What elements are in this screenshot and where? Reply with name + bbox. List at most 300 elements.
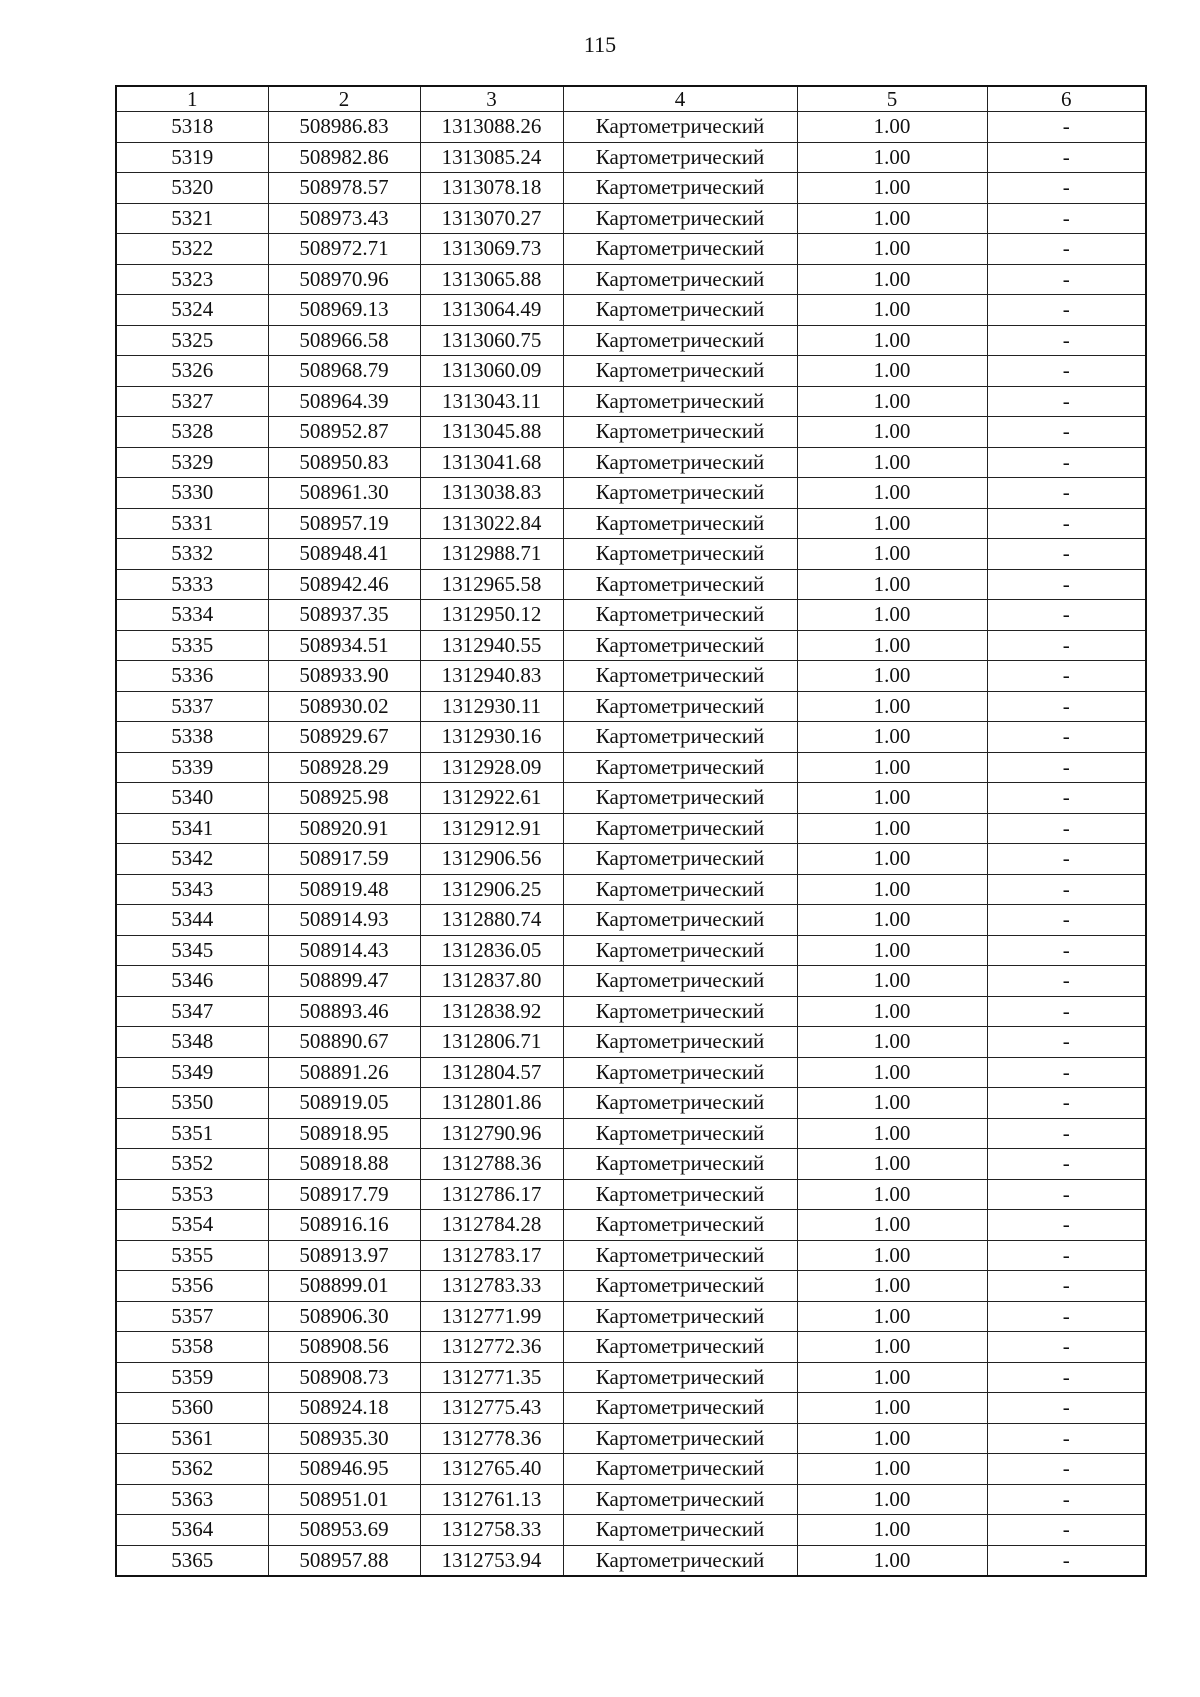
note-cell: - (987, 1545, 1146, 1576)
x-coordinate-cell: 508937.35 (268, 600, 420, 631)
point-number-cell: 5332 (116, 539, 268, 570)
point-number-cell: 5324 (116, 295, 268, 326)
y-coordinate-cell: 1312783.33 (420, 1271, 563, 1302)
accuracy-cell: 1.00 (797, 661, 987, 692)
accuracy-cell: 1.00 (797, 1301, 987, 1332)
accuracy-cell: 1.00 (797, 508, 987, 539)
accuracy-cell: 1.00 (797, 295, 987, 326)
column-header: 5 (797, 86, 987, 112)
method-cell: Картометрический (563, 1118, 797, 1149)
y-coordinate-cell: 1313065.88 (420, 264, 563, 295)
method-cell: Картометрический (563, 1545, 797, 1576)
point-number-cell: 5319 (116, 142, 268, 173)
x-coordinate-cell: 508890.67 (268, 1027, 420, 1058)
x-coordinate-cell: 508973.43 (268, 203, 420, 234)
x-coordinate-cell: 508916.16 (268, 1210, 420, 1241)
table-row (116, 325, 1146, 356)
note-cell: - (987, 935, 1146, 966)
y-coordinate-cell: 1313088.26 (420, 112, 563, 143)
table-row (116, 1210, 1146, 1241)
accuracy-cell: 1.00 (797, 264, 987, 295)
point-number-cell: 5356 (116, 1271, 268, 1302)
x-coordinate-cell: 508908.73 (268, 1362, 420, 1393)
note-cell: - (987, 142, 1146, 173)
x-coordinate-cell: 508982.86 (268, 142, 420, 173)
point-number-cell: 5330 (116, 478, 268, 509)
note-cell: - (987, 264, 1146, 295)
y-coordinate-cell: 1312880.74 (420, 905, 563, 936)
method-cell: Картометрический (563, 1027, 797, 1058)
x-coordinate-cell: 508899.01 (268, 1271, 420, 1302)
table-row (116, 691, 1146, 722)
note-cell: - (987, 722, 1146, 753)
table-row (116, 722, 1146, 753)
x-coordinate-cell: 508917.79 (268, 1179, 420, 1210)
point-number-cell: 5344 (116, 905, 268, 936)
table-row (116, 203, 1146, 234)
note-cell: - (987, 996, 1146, 1027)
note-cell: - (987, 478, 1146, 509)
point-number-cell: 5364 (116, 1515, 268, 1546)
method-cell: Картометрический (563, 1332, 797, 1363)
table-row (116, 600, 1146, 631)
accuracy-cell: 1.00 (797, 1454, 987, 1485)
method-cell: Картометрический (563, 691, 797, 722)
accuracy-cell: 1.00 (797, 1332, 987, 1363)
y-coordinate-cell: 1312753.94 (420, 1545, 563, 1576)
table-row (116, 1515, 1146, 1546)
table-row (116, 996, 1146, 1027)
column-header: 3 (420, 86, 563, 112)
note-cell: - (987, 1301, 1146, 1332)
accuracy-cell: 1.00 (797, 1515, 987, 1546)
x-coordinate-cell: 508925.98 (268, 783, 420, 814)
accuracy-cell: 1.00 (797, 844, 987, 875)
note-cell: - (987, 905, 1146, 936)
method-cell: Картометрический (563, 356, 797, 387)
table-row (116, 661, 1146, 692)
table-row (116, 1393, 1146, 1424)
note-cell: - (987, 356, 1146, 387)
y-coordinate-cell: 1312940.83 (420, 661, 563, 692)
note-cell: - (987, 966, 1146, 997)
table-row (116, 112, 1146, 143)
accuracy-cell: 1.00 (797, 1210, 987, 1241)
table-row (116, 1362, 1146, 1393)
table-row (116, 478, 1146, 509)
method-cell: Картометрический (563, 264, 797, 295)
note-cell: - (987, 783, 1146, 814)
method-cell: Картометрический (563, 1240, 797, 1271)
note-cell: - (987, 1362, 1146, 1393)
note-cell: - (987, 813, 1146, 844)
x-coordinate-cell: 508908.56 (268, 1332, 420, 1363)
x-coordinate-cell: 508969.13 (268, 295, 420, 326)
y-coordinate-cell: 1312940.55 (420, 630, 563, 661)
y-coordinate-cell: 1313041.68 (420, 447, 563, 478)
point-number-cell: 5357 (116, 1301, 268, 1332)
coordinates-table-container (115, 85, 1145, 1577)
table-row (116, 844, 1146, 875)
accuracy-cell: 1.00 (797, 203, 987, 234)
y-coordinate-cell: 1312988.71 (420, 539, 563, 570)
accuracy-cell: 1.00 (797, 600, 987, 631)
point-number-cell: 5326 (116, 356, 268, 387)
x-coordinate-cell: 508957.19 (268, 508, 420, 539)
method-cell: Картометрический (563, 722, 797, 753)
point-number-cell: 5363 (116, 1484, 268, 1515)
point-number-cell: 5339 (116, 752, 268, 783)
note-cell: - (987, 1393, 1146, 1424)
accuracy-cell: 1.00 (797, 417, 987, 448)
note-cell: - (987, 234, 1146, 265)
point-number-cell: 5346 (116, 966, 268, 997)
column-header: 4 (563, 86, 797, 112)
accuracy-cell: 1.00 (797, 1057, 987, 1088)
accuracy-cell: 1.00 (797, 935, 987, 966)
x-coordinate-cell: 508934.51 (268, 630, 420, 661)
accuracy-cell: 1.00 (797, 783, 987, 814)
x-coordinate-cell: 508899.47 (268, 966, 420, 997)
accuracy-cell: 1.00 (797, 478, 987, 509)
accuracy-cell: 1.00 (797, 1271, 987, 1302)
point-number-cell: 5349 (116, 1057, 268, 1088)
accuracy-cell: 1.00 (797, 569, 987, 600)
point-number-cell: 5340 (116, 783, 268, 814)
column-header: 1 (116, 86, 268, 112)
method-cell: Картометрический (563, 1088, 797, 1119)
point-number-cell: 5335 (116, 630, 268, 661)
accuracy-cell: 1.00 (797, 996, 987, 1027)
x-coordinate-cell: 508930.02 (268, 691, 420, 722)
y-coordinate-cell: 1312906.25 (420, 874, 563, 905)
y-coordinate-cell: 1313085.24 (420, 142, 563, 173)
note-cell: - (987, 1118, 1146, 1149)
table-row (116, 1545, 1146, 1576)
method-cell: Картометрический (563, 874, 797, 905)
accuracy-cell: 1.00 (797, 752, 987, 783)
accuracy-cell: 1.00 (797, 447, 987, 478)
method-cell: Картометрический (563, 417, 797, 448)
point-number-cell: 5347 (116, 996, 268, 1027)
x-coordinate-cell: 508918.88 (268, 1149, 420, 1180)
coordinates-table (115, 85, 1147, 1577)
table-row (116, 356, 1146, 387)
accuracy-cell: 1.00 (797, 1423, 987, 1454)
table-row (116, 783, 1146, 814)
point-number-cell: 5342 (116, 844, 268, 875)
note-cell: - (987, 173, 1146, 204)
table-row (116, 1057, 1146, 1088)
note-cell: - (987, 1515, 1146, 1546)
point-number-cell: 5350 (116, 1088, 268, 1119)
x-coordinate-cell: 508957.88 (268, 1545, 420, 1576)
y-coordinate-cell: 1312778.36 (420, 1423, 563, 1454)
point-number-cell: 5328 (116, 417, 268, 448)
method-cell: Картометрический (563, 234, 797, 265)
point-number-cell: 5361 (116, 1423, 268, 1454)
y-coordinate-cell: 1312950.12 (420, 600, 563, 631)
y-coordinate-cell: 1313060.09 (420, 356, 563, 387)
point-number-cell: 5362 (116, 1454, 268, 1485)
table-row (116, 417, 1146, 448)
table-header-row (116, 86, 1146, 112)
point-number-cell: 5318 (116, 112, 268, 143)
table-row (116, 142, 1146, 173)
note-cell: - (987, 1240, 1146, 1271)
y-coordinate-cell: 1312788.36 (420, 1149, 563, 1180)
point-number-cell: 5351 (116, 1118, 268, 1149)
y-coordinate-cell: 1313070.27 (420, 203, 563, 234)
accuracy-cell: 1.00 (797, 1240, 987, 1271)
x-coordinate-cell: 508919.48 (268, 874, 420, 905)
method-cell: Картометрический (563, 966, 797, 997)
method-cell: Картометрический (563, 844, 797, 875)
method-cell: Картометрический (563, 1454, 797, 1485)
x-coordinate-cell: 508966.58 (268, 325, 420, 356)
y-coordinate-cell: 1312765.40 (420, 1454, 563, 1485)
note-cell: - (987, 325, 1146, 356)
y-coordinate-cell: 1312771.99 (420, 1301, 563, 1332)
x-coordinate-cell: 508948.41 (268, 539, 420, 570)
accuracy-cell: 1.00 (797, 539, 987, 570)
page-number: 115 (583, 32, 617, 57)
table-row (116, 1118, 1146, 1149)
note-cell: - (987, 1149, 1146, 1180)
note-cell: - (987, 1454, 1146, 1485)
method-cell: Картометрический (563, 600, 797, 631)
note-cell: - (987, 600, 1146, 631)
point-number-cell: 5331 (116, 508, 268, 539)
method-cell: Картометрический (563, 1271, 797, 1302)
method-cell: Картометрический (563, 1301, 797, 1332)
note-cell: - (987, 630, 1146, 661)
table-row (116, 1149, 1146, 1180)
y-coordinate-cell: 1312930.11 (420, 691, 563, 722)
y-coordinate-cell: 1312928.09 (420, 752, 563, 783)
x-coordinate-cell: 508918.95 (268, 1118, 420, 1149)
x-coordinate-cell: 508946.95 (268, 1454, 420, 1485)
method-cell: Картометрический (563, 112, 797, 143)
method-cell: Картометрический (563, 508, 797, 539)
point-number-cell: 5321 (116, 203, 268, 234)
y-coordinate-cell: 1312790.96 (420, 1118, 563, 1149)
note-cell: - (987, 539, 1146, 570)
point-number-cell: 5325 (116, 325, 268, 356)
note-cell: - (987, 386, 1146, 417)
accuracy-cell: 1.00 (797, 142, 987, 173)
point-number-cell: 5353 (116, 1179, 268, 1210)
y-coordinate-cell: 1312784.28 (420, 1210, 563, 1241)
table-row (116, 1423, 1146, 1454)
x-coordinate-cell: 508913.97 (268, 1240, 420, 1271)
x-coordinate-cell: 508942.46 (268, 569, 420, 600)
x-coordinate-cell: 508978.57 (268, 173, 420, 204)
note-cell: - (987, 691, 1146, 722)
accuracy-cell: 1.00 (797, 1545, 987, 1576)
y-coordinate-cell: 1312761.13 (420, 1484, 563, 1515)
note-cell: - (987, 1179, 1146, 1210)
point-number-cell: 5327 (116, 386, 268, 417)
method-cell: Картометрический (563, 996, 797, 1027)
note-cell: - (987, 1332, 1146, 1363)
method-cell: Картометрический (563, 1393, 797, 1424)
table-row (116, 508, 1146, 539)
y-coordinate-cell: 1312922.61 (420, 783, 563, 814)
y-coordinate-cell: 1312771.35 (420, 1362, 563, 1393)
y-coordinate-cell: 1312912.91 (420, 813, 563, 844)
x-coordinate-cell: 508951.01 (268, 1484, 420, 1515)
method-cell: Картометрический (563, 539, 797, 570)
table-row (116, 234, 1146, 265)
point-number-cell: 5334 (116, 600, 268, 631)
method-cell: Картометрический (563, 783, 797, 814)
table-row (116, 173, 1146, 204)
note-cell: - (987, 447, 1146, 478)
method-cell: Картометрический (563, 1057, 797, 1088)
column-header: 6 (987, 86, 1146, 112)
table-row (116, 1271, 1146, 1302)
y-coordinate-cell: 1313064.49 (420, 295, 563, 326)
y-coordinate-cell: 1312804.57 (420, 1057, 563, 1088)
method-cell: Картометрический (563, 478, 797, 509)
table-row (116, 447, 1146, 478)
point-number-cell: 5348 (116, 1027, 268, 1058)
table-row (116, 752, 1146, 783)
note-cell: - (987, 844, 1146, 875)
x-coordinate-cell: 508914.43 (268, 935, 420, 966)
note-cell: - (987, 752, 1146, 783)
table-body (116, 112, 1146, 1577)
point-number-cell: 5338 (116, 722, 268, 753)
x-coordinate-cell: 508986.83 (268, 112, 420, 143)
method-cell: Картометрический (563, 935, 797, 966)
method-cell: Картометрический (563, 447, 797, 478)
table-row (116, 264, 1146, 295)
x-coordinate-cell: 508952.87 (268, 417, 420, 448)
accuracy-cell: 1.00 (797, 1179, 987, 1210)
method-cell: Картометрический (563, 1484, 797, 1515)
method-cell: Картометрический (563, 813, 797, 844)
method-cell: Картометрический (563, 1362, 797, 1393)
accuracy-cell: 1.00 (797, 1088, 987, 1119)
point-number-cell: 5354 (116, 1210, 268, 1241)
table-row (116, 813, 1146, 844)
accuracy-cell: 1.00 (797, 325, 987, 356)
x-coordinate-cell: 508953.69 (268, 1515, 420, 1546)
point-number-cell: 5337 (116, 691, 268, 722)
x-coordinate-cell: 508928.29 (268, 752, 420, 783)
accuracy-cell: 1.00 (797, 722, 987, 753)
table-row (116, 630, 1146, 661)
table-row (116, 569, 1146, 600)
note-cell: - (987, 1271, 1146, 1302)
table-row (116, 1484, 1146, 1515)
x-coordinate-cell: 508920.91 (268, 813, 420, 844)
y-coordinate-cell: 1313022.84 (420, 508, 563, 539)
x-coordinate-cell: 508919.05 (268, 1088, 420, 1119)
point-number-cell: 5358 (116, 1332, 268, 1363)
table-row (116, 1332, 1146, 1363)
note-cell: - (987, 1057, 1146, 1088)
y-coordinate-cell: 1312775.43 (420, 1393, 563, 1424)
note-cell: - (987, 203, 1146, 234)
y-coordinate-cell: 1312806.71 (420, 1027, 563, 1058)
x-coordinate-cell: 508914.93 (268, 905, 420, 936)
method-cell: Картометрический (563, 1423, 797, 1454)
table-row (116, 386, 1146, 417)
note-cell: - (987, 1484, 1146, 1515)
x-coordinate-cell: 508917.59 (268, 844, 420, 875)
point-number-cell: 5322 (116, 234, 268, 265)
method-cell: Картометрический (563, 630, 797, 661)
x-coordinate-cell: 508961.30 (268, 478, 420, 509)
y-coordinate-cell: 1312836.05 (420, 935, 563, 966)
table-row (116, 295, 1146, 326)
table-row (116, 1088, 1146, 1119)
note-cell: - (987, 417, 1146, 448)
accuracy-cell: 1.00 (797, 173, 987, 204)
method-cell: Картометрический (563, 173, 797, 204)
table-row (116, 905, 1146, 936)
table-row (116, 1301, 1146, 1332)
accuracy-cell: 1.00 (797, 1027, 987, 1058)
method-cell: Картометрический (563, 661, 797, 692)
accuracy-cell: 1.00 (797, 691, 987, 722)
y-coordinate-cell: 1312906.56 (420, 844, 563, 875)
y-coordinate-cell: 1312758.33 (420, 1515, 563, 1546)
x-coordinate-cell: 508891.26 (268, 1057, 420, 1088)
y-coordinate-cell: 1313060.75 (420, 325, 563, 356)
table-row (116, 874, 1146, 905)
table-row (116, 1454, 1146, 1485)
point-number-cell: 5352 (116, 1149, 268, 1180)
table-row (116, 935, 1146, 966)
note-cell: - (987, 112, 1146, 143)
note-cell: - (987, 1088, 1146, 1119)
x-coordinate-cell: 508906.30 (268, 1301, 420, 1332)
y-coordinate-cell: 1312783.17 (420, 1240, 563, 1271)
point-number-cell: 5355 (116, 1240, 268, 1271)
accuracy-cell: 1.00 (797, 905, 987, 936)
accuracy-cell: 1.00 (797, 356, 987, 387)
y-coordinate-cell: 1313043.11 (420, 386, 563, 417)
accuracy-cell: 1.00 (797, 813, 987, 844)
table-row (116, 1179, 1146, 1210)
x-coordinate-cell: 508950.83 (268, 447, 420, 478)
y-coordinate-cell: 1313078.18 (420, 173, 563, 204)
x-coordinate-cell: 508893.46 (268, 996, 420, 1027)
method-cell: Картометрический (563, 752, 797, 783)
y-coordinate-cell: 1313038.83 (420, 478, 563, 509)
method-cell: Картометрический (563, 386, 797, 417)
method-cell: Картометрический (563, 905, 797, 936)
point-number-cell: 5345 (116, 935, 268, 966)
accuracy-cell: 1.00 (797, 234, 987, 265)
point-number-cell: 5320 (116, 173, 268, 204)
point-number-cell: 5336 (116, 661, 268, 692)
column-header: 2 (268, 86, 420, 112)
accuracy-cell: 1.00 (797, 874, 987, 905)
note-cell: - (987, 661, 1146, 692)
point-number-cell: 5365 (116, 1545, 268, 1576)
accuracy-cell: 1.00 (797, 1484, 987, 1515)
point-number-cell: 5360 (116, 1393, 268, 1424)
accuracy-cell: 1.00 (797, 1362, 987, 1393)
point-number-cell: 5323 (116, 264, 268, 295)
y-coordinate-cell: 1312801.86 (420, 1088, 563, 1119)
x-coordinate-cell: 508933.90 (268, 661, 420, 692)
